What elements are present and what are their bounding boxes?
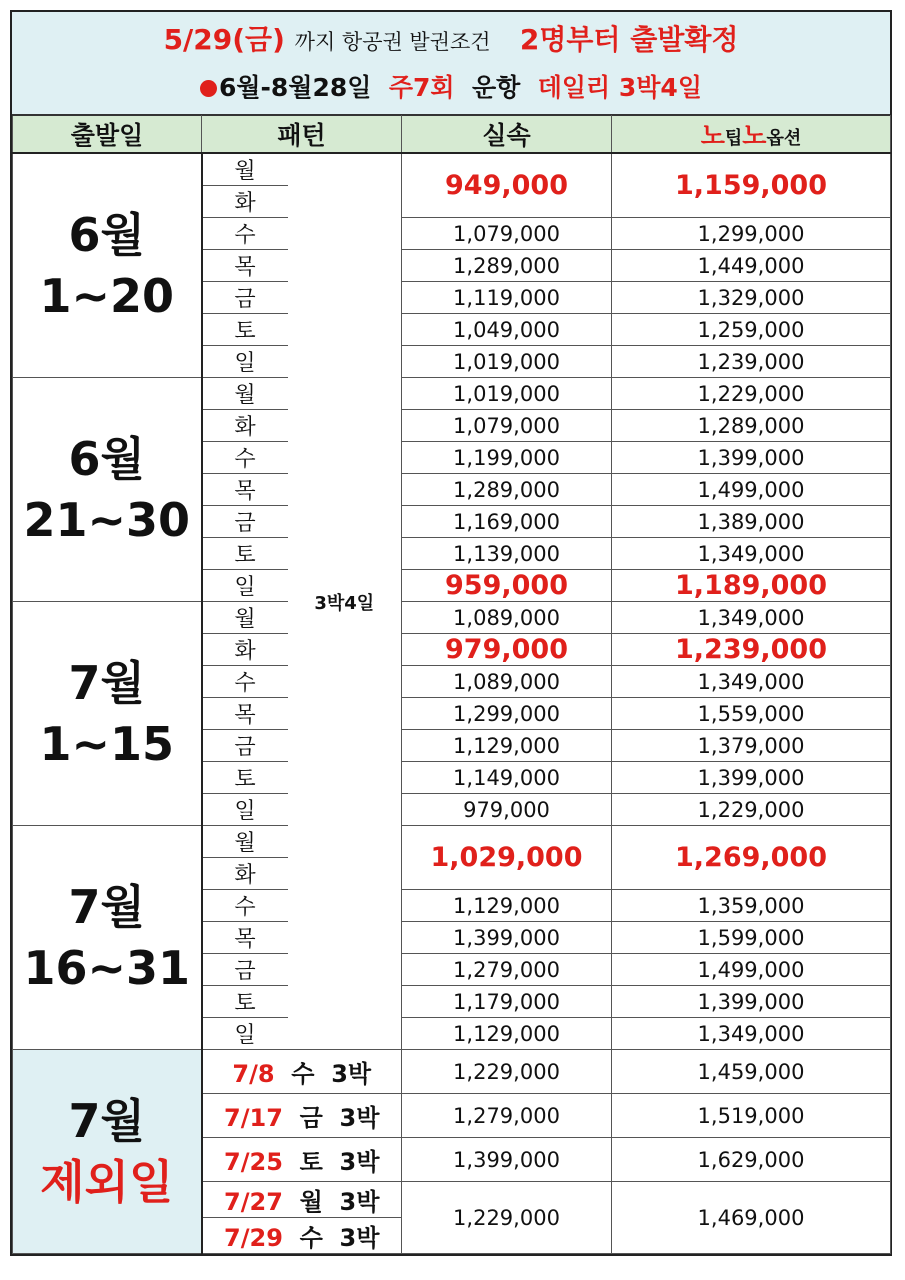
price-actual: 1,399,000 xyxy=(402,922,612,954)
excluded-nights: 3박 xyxy=(339,1148,380,1176)
excluded-label xyxy=(13,1050,202,1254)
price-notip: 1,499,000 xyxy=(612,954,891,986)
price-notip: 1,599,000 xyxy=(612,922,891,954)
day-cell: 금 xyxy=(202,282,288,314)
price-actual: 979,000 xyxy=(402,794,612,826)
day-cell: 목 xyxy=(202,250,288,282)
day-cell: 목 xyxy=(202,922,288,954)
excluded-month: 7월 xyxy=(68,1093,145,1148)
pattern-cell xyxy=(288,153,402,1050)
price-notip: 1,449,000 xyxy=(612,250,891,282)
price-notip: 1,189,000 xyxy=(612,570,891,602)
price-actual: 1,289,000 xyxy=(402,250,612,282)
header-option: 옵션 xyxy=(766,128,802,149)
price-actual: 979,000 xyxy=(402,634,612,666)
price-notip: 1,239,000 xyxy=(612,634,891,666)
banner-frequency: 주7회 xyxy=(388,73,455,102)
excluded-nights: 3박 xyxy=(331,1060,372,1088)
excluded-nights: 3박 xyxy=(339,1104,380,1132)
day-cell: 일 xyxy=(202,1018,288,1050)
excluded-date: 7/25 xyxy=(224,1148,283,1176)
period-range: 16~31 xyxy=(23,940,191,995)
day-cell: 일 xyxy=(202,570,288,602)
day-cell: 화 xyxy=(202,410,288,442)
table-row xyxy=(13,153,891,186)
price-notip: 1,229,000 xyxy=(612,794,891,826)
excluded-row xyxy=(13,1050,891,1094)
table-row xyxy=(13,602,891,634)
price-actual: 1,399,000 xyxy=(402,1138,612,1182)
price-notip: 1,299,000 xyxy=(612,218,891,250)
day-cell: 일 xyxy=(202,794,288,826)
day-cell: 토 xyxy=(202,986,288,1018)
price-table-body xyxy=(13,116,891,1254)
price-actual: 1,229,000 xyxy=(402,1182,612,1254)
day-cell: 일 xyxy=(202,346,288,378)
banner-line-1 xyxy=(12,12,890,68)
price-notip: 1,349,000 xyxy=(612,666,891,698)
header-tip: 팁 xyxy=(724,128,743,149)
price-actual: 1,029,000 xyxy=(402,826,612,890)
excluded-weekday: 수 xyxy=(291,1060,315,1088)
banner xyxy=(12,12,890,115)
price-actual: 1,019,000 xyxy=(402,346,612,378)
day-cell: 월 xyxy=(202,153,288,186)
period-label xyxy=(13,153,202,378)
price-actual: 1,179,000 xyxy=(402,986,612,1018)
price-actual: 1,299,000 xyxy=(402,698,612,730)
pattern-label: 3박4일 xyxy=(314,592,375,614)
price-actual: 1,129,000 xyxy=(402,890,612,922)
price-actual: 1,169,000 xyxy=(402,506,612,538)
price-notip: 1,629,000 xyxy=(612,1138,891,1182)
day-cell: 화 xyxy=(202,634,288,666)
excluded-date: 7/17 xyxy=(224,1104,283,1132)
price-notip: 1,519,000 xyxy=(612,1094,891,1138)
period-label xyxy=(13,378,202,602)
period-month: 7월 xyxy=(68,655,145,710)
price-notip: 1,359,000 xyxy=(612,890,891,922)
banner-daily: 데일리 3박4일 xyxy=(537,73,702,102)
banner-issue-condition: 까지 항공권 발권조건 xyxy=(294,30,491,54)
excluded-weekday: 금 xyxy=(299,1104,323,1132)
price-table xyxy=(12,115,891,1254)
excluded-date-cell xyxy=(202,1138,402,1182)
day-cell: 수 xyxy=(202,218,288,250)
price-actual: 1,199,000 xyxy=(402,442,612,474)
excluded-title: 제외일 xyxy=(40,1154,174,1209)
period-month: 7월 xyxy=(68,879,145,934)
day-cell: 금 xyxy=(202,730,288,762)
day-cell: 화 xyxy=(202,186,288,218)
day-cell: 월 xyxy=(202,602,288,634)
excluded-weekday: 토 xyxy=(299,1148,323,1176)
day-cell: 토 xyxy=(202,538,288,570)
excluded-date-cell xyxy=(202,1218,402,1254)
excluded-date-cell xyxy=(202,1050,402,1094)
price-notip: 1,379,000 xyxy=(612,730,891,762)
price-actual: 1,139,000 xyxy=(402,538,612,570)
day-cell: 목 xyxy=(202,474,288,506)
price-notip: 1,349,000 xyxy=(612,602,891,634)
price-notip: 1,499,000 xyxy=(612,474,891,506)
price-actual: 1,119,000 xyxy=(402,282,612,314)
period-month: 6월 xyxy=(68,431,145,486)
price-notip: 1,269,000 xyxy=(612,826,891,890)
price-actual: 1,079,000 xyxy=(402,218,612,250)
price-notip: 1,469,000 xyxy=(612,1182,891,1254)
table-row xyxy=(13,826,891,858)
price-actual: 949,000 xyxy=(402,153,612,218)
price-actual: 1,049,000 xyxy=(402,314,612,346)
price-notip: 1,399,000 xyxy=(612,762,891,794)
price-notip: 1,329,000 xyxy=(612,282,891,314)
price-sheet xyxy=(10,10,892,1256)
header-row xyxy=(13,116,891,154)
banner-range: 6월-8월28일 xyxy=(219,73,372,102)
price-actual: 1,279,000 xyxy=(402,1094,612,1138)
banner-operation: 운항 xyxy=(471,73,521,102)
price-notip: 1,289,000 xyxy=(612,410,891,442)
header-no-2: 노 xyxy=(742,121,767,150)
day-cell: 월 xyxy=(202,826,288,858)
excluded-nights: 3박 xyxy=(339,1224,380,1252)
price-actual: 1,089,000 xyxy=(402,602,612,634)
header-actual: 실속 xyxy=(402,116,612,154)
price-notip: 1,239,000 xyxy=(612,346,891,378)
banner-date: 5/29(금) xyxy=(163,23,285,56)
period-range: 1~20 xyxy=(39,268,175,323)
header-departure: 출발일 xyxy=(13,116,202,154)
bullet-dot-icon xyxy=(200,80,217,97)
price-actual: 1,129,000 xyxy=(402,730,612,762)
day-cell: 월 xyxy=(202,378,288,410)
price-notip: 1,229,000 xyxy=(612,378,891,410)
price-actual: 1,289,000 xyxy=(402,474,612,506)
price-actual: 1,279,000 xyxy=(402,954,612,986)
excluded-date: 7/8 xyxy=(232,1060,275,1088)
day-cell: 금 xyxy=(202,506,288,538)
day-cell: 목 xyxy=(202,698,288,730)
excluded-date: 7/29 xyxy=(224,1224,283,1252)
price-notip: 1,349,000 xyxy=(612,1018,891,1050)
header-pattern: 패턴 xyxy=(202,116,402,154)
day-cell: 화 xyxy=(202,858,288,890)
period-range: 1~15 xyxy=(39,716,175,771)
excluded-nights: 3박 xyxy=(339,1188,380,1216)
day-cell: 토 xyxy=(202,314,288,346)
price-notip: 1,559,000 xyxy=(612,698,891,730)
price-notip: 1,399,000 xyxy=(612,986,891,1018)
header-no-1: 노 xyxy=(700,121,725,150)
table-row xyxy=(13,378,891,410)
price-notip: 1,349,000 xyxy=(612,538,891,570)
price-notip: 1,159,000 xyxy=(612,153,891,218)
header-notip-option xyxy=(612,116,891,154)
day-cell: 수 xyxy=(202,442,288,474)
excluded-date-cell xyxy=(202,1182,402,1218)
period-month: 6월 xyxy=(68,207,145,262)
period-label xyxy=(13,602,202,826)
day-cell: 수 xyxy=(202,666,288,698)
banner-line-2 xyxy=(12,68,890,114)
price-actual: 959,000 xyxy=(402,570,612,602)
price-actual: 1,129,000 xyxy=(402,1018,612,1050)
excluded-weekday: 수 xyxy=(299,1224,323,1252)
period-range: 21~30 xyxy=(23,492,191,547)
day-cell: 토 xyxy=(202,762,288,794)
excluded-date: 7/27 xyxy=(224,1188,283,1216)
price-actual: 1,149,000 xyxy=(402,762,612,794)
price-notip: 1,399,000 xyxy=(612,442,891,474)
day-cell: 수 xyxy=(202,890,288,922)
price-actual: 1,019,000 xyxy=(402,378,612,410)
period-label xyxy=(13,826,202,1050)
banner-guarantee: 2명부터 출발확정 xyxy=(519,23,739,56)
excluded-date-cell xyxy=(202,1094,402,1138)
excluded-weekday: 월 xyxy=(299,1188,323,1216)
price-notip: 1,389,000 xyxy=(612,506,891,538)
day-cell: 금 xyxy=(202,954,288,986)
price-notip: 1,459,000 xyxy=(612,1050,891,1094)
price-notip: 1,259,000 xyxy=(612,314,891,346)
price-actual: 1,089,000 xyxy=(402,666,612,698)
price-actual: 1,229,000 xyxy=(402,1050,612,1094)
price-actual: 1,079,000 xyxy=(402,410,612,442)
